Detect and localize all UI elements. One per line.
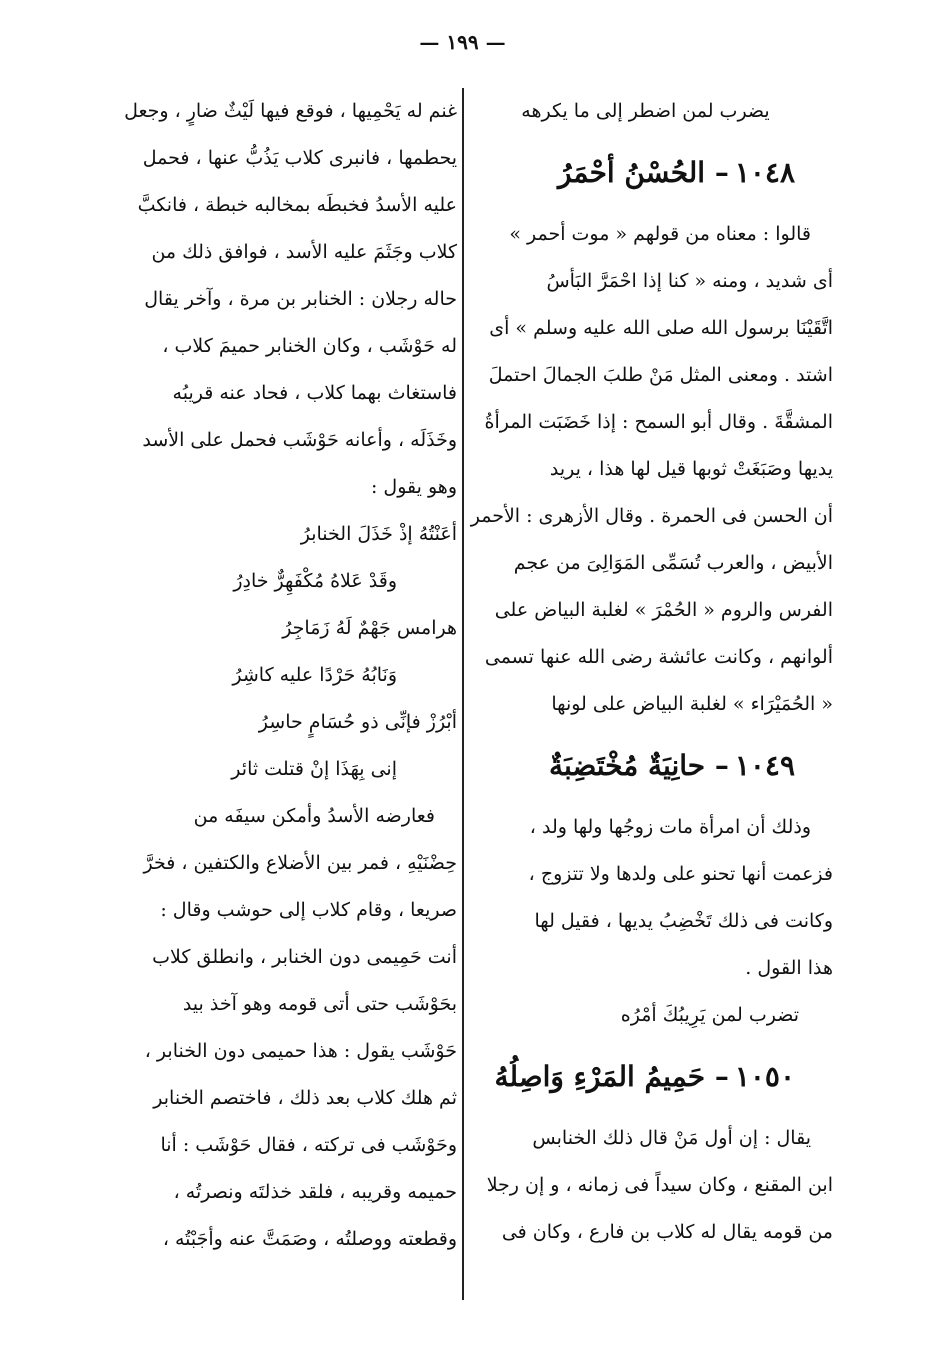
- text-line: يديها وصَبَغَتْ ثوبها قيل لها هذا ، يريد: [549, 458, 833, 480]
- verse-line: أبْرُزْ فإنِّى ذو حُسَامٍ حاسِرُ: [258, 711, 457, 733]
- usage-note: تضرب لمن يَرِيبُكَ أمْرُه: [620, 1004, 799, 1026]
- text-line: حاله رجلان : الخنابر بن مرة ، وآخر يقال: [144, 288, 457, 310]
- text-line: من قومه يقال له كلاب بن فارع ، وكان فى: [501, 1221, 833, 1243]
- text-line: وخَذَلَه ، وأعانه حَوْشَب فحمل على الأسد: [142, 429, 457, 451]
- text-line: وهو يقول :: [370, 476, 457, 498]
- verse-line: أعَنْتُهُ إذْ خَذَلَ الخنابرُ: [300, 523, 457, 545]
- text-line: ابن المقنع ، وكان سيداً فى زمانه ، و إن رجلا: [486, 1174, 833, 1196]
- text-line: فاستغاث بهما كلاب ، فحاد عنه قريبُه: [172, 382, 457, 404]
- text-line: قالوا : معناه من قولهم « موت أحمر »: [509, 223, 811, 245]
- entry-heading-1050: [458, 1039, 833, 1115]
- text-line: عليه الأسدُ فخبطَه بمخالبه خبطة ، فانكبَّ: [137, 194, 457, 216]
- entry-heading-1048: [458, 135, 833, 211]
- text-line: الأبيض ، والعرب تُسَمِّى المَوَالِىَ من عجم: [513, 552, 833, 574]
- verse-line: هرامس جَهْمٌ لَهُ زَمَاجِرُ: [282, 617, 457, 639]
- entry-number: ١٠٤٨: [734, 156, 795, 189]
- text-line: يقال : إن أول مَنْ قال ذلك الخنابس: [532, 1127, 811, 1149]
- text-line: كلاب وجَثَمَ عليه الأسد ، فوافق ذلك من: [151, 241, 457, 263]
- left-column: [82, 88, 457, 1263]
- text-line: حِضْنَيْهِ ، فمر بين الأضلاع والكتفين ، فخرَّ: [143, 852, 457, 874]
- intro-line: يضرب لمن اضطر إلى ما يكرهه: [521, 100, 770, 122]
- text-line: أنت حَمِيمى دون الخنابر ، وانطلق كلاب: [152, 946, 457, 968]
- verse-line: وقَدْ عَلاهُ مُكْفَهِرٌّ خادِرُ: [233, 570, 397, 592]
- text-line: أن الحسن فى الحمرة . وقال الأزهرى : الأحمر: [470, 505, 833, 527]
- page-number: — ١٩٩ —: [419, 30, 506, 54]
- entry-heading-1049: [458, 728, 833, 804]
- text-line: له حَوْشَب ، وكان الخنابر حميمَ كلاب ،: [162, 335, 457, 357]
- text-line: غنم له يَحْمِيها ، فوقع فيها لَيْثٌ ضارٍ ، وجعل: [124, 100, 457, 122]
- text-line: ألوانهم ، وكانت عائشة رضى الله عنها تسمى: [484, 646, 833, 668]
- text-line: وذلك أن امرأة مات زوجُها ولها ولد ،: [529, 816, 811, 838]
- entry-number: ١٠٥٠: [734, 1060, 795, 1093]
- text-line: أى شديد ، ومنه « كنا إذا احْمَرَّ البَأسُ: [546, 270, 833, 292]
- text-line: حميمه وقريبه ، فلقد خذلتَه ونصرتُه ،: [173, 1181, 457, 1203]
- text-line: وقطعته ووصلتُه ، وصَمَتَّ عنه وأجَبْتُه ،: [162, 1228, 457, 1250]
- text-line: اتَّقَيْنَا برسول الله صلى الله عليه وسلم » أى: [489, 317, 833, 339]
- text-line: بحَوْشَب حتى أتى قومه وهو آخذ بيد: [182, 993, 457, 1015]
- text-line: « الحُمَيْرَاء » لغلبة البياض على لونها: [551, 693, 833, 715]
- text-line: هذا القول .: [745, 957, 833, 979]
- verse-line: وَنَابُهُ حَرْدًا عليه كاشِرُ: [232, 664, 397, 686]
- entry-title: – الحُسْنُ أحْمَرُ: [557, 156, 729, 189]
- text-line: الفرس والروم « الحُمْرَ » لغلبة البياض على: [494, 599, 833, 621]
- text-line: حَوْشَب يقول : هذا حميمى دون الخنابر ،: [144, 1040, 457, 1062]
- text-line: فزعمت أنها تحنو على ولدها ولا تتزوج ،: [528, 863, 833, 885]
- text-line: المشقَّةَ . وقال أبو السمح : إذا خَضَبَت المرأةُ: [484, 411, 833, 433]
- entry-title: – حانِيَةٌ مُخْتَضِبَةٌ: [548, 749, 729, 782]
- entry-number: ١٠٤٩: [734, 749, 795, 782]
- text-line: يحطمها ، فانبرى كلاب يَذُبُّ عنها ، فحمل: [142, 147, 457, 169]
- right-column: [458, 88, 833, 1256]
- text-line: فعارضه الأسدُ وأمكن سيفَه من: [193, 805, 435, 827]
- text-line: وحَوْشَب فى تركته ، فقال حَوْشَب : أنا: [160, 1134, 457, 1156]
- text-line: صريعا ، وقام كلاب إلى حوشب وقال :: [160, 899, 457, 921]
- text-line: اشتد . ومعنى المثل مَنْ طلبَ الجمالَ احتملَ: [488, 364, 833, 386]
- verse-line: إنى بِهَذَا إنْ قتلت ثائر: [231, 758, 397, 780]
- text-line: وكانت فى ذلك تَخْضِبُ يديها ، فقيل لها: [534, 910, 833, 932]
- text-line: ثم هلك كلاب بعد ذلك ، فاختصم الخنابر: [153, 1087, 457, 1109]
- entry-title: – حَمِيمُ المَرْءِ وَاصِلُهُ: [494, 1060, 729, 1093]
